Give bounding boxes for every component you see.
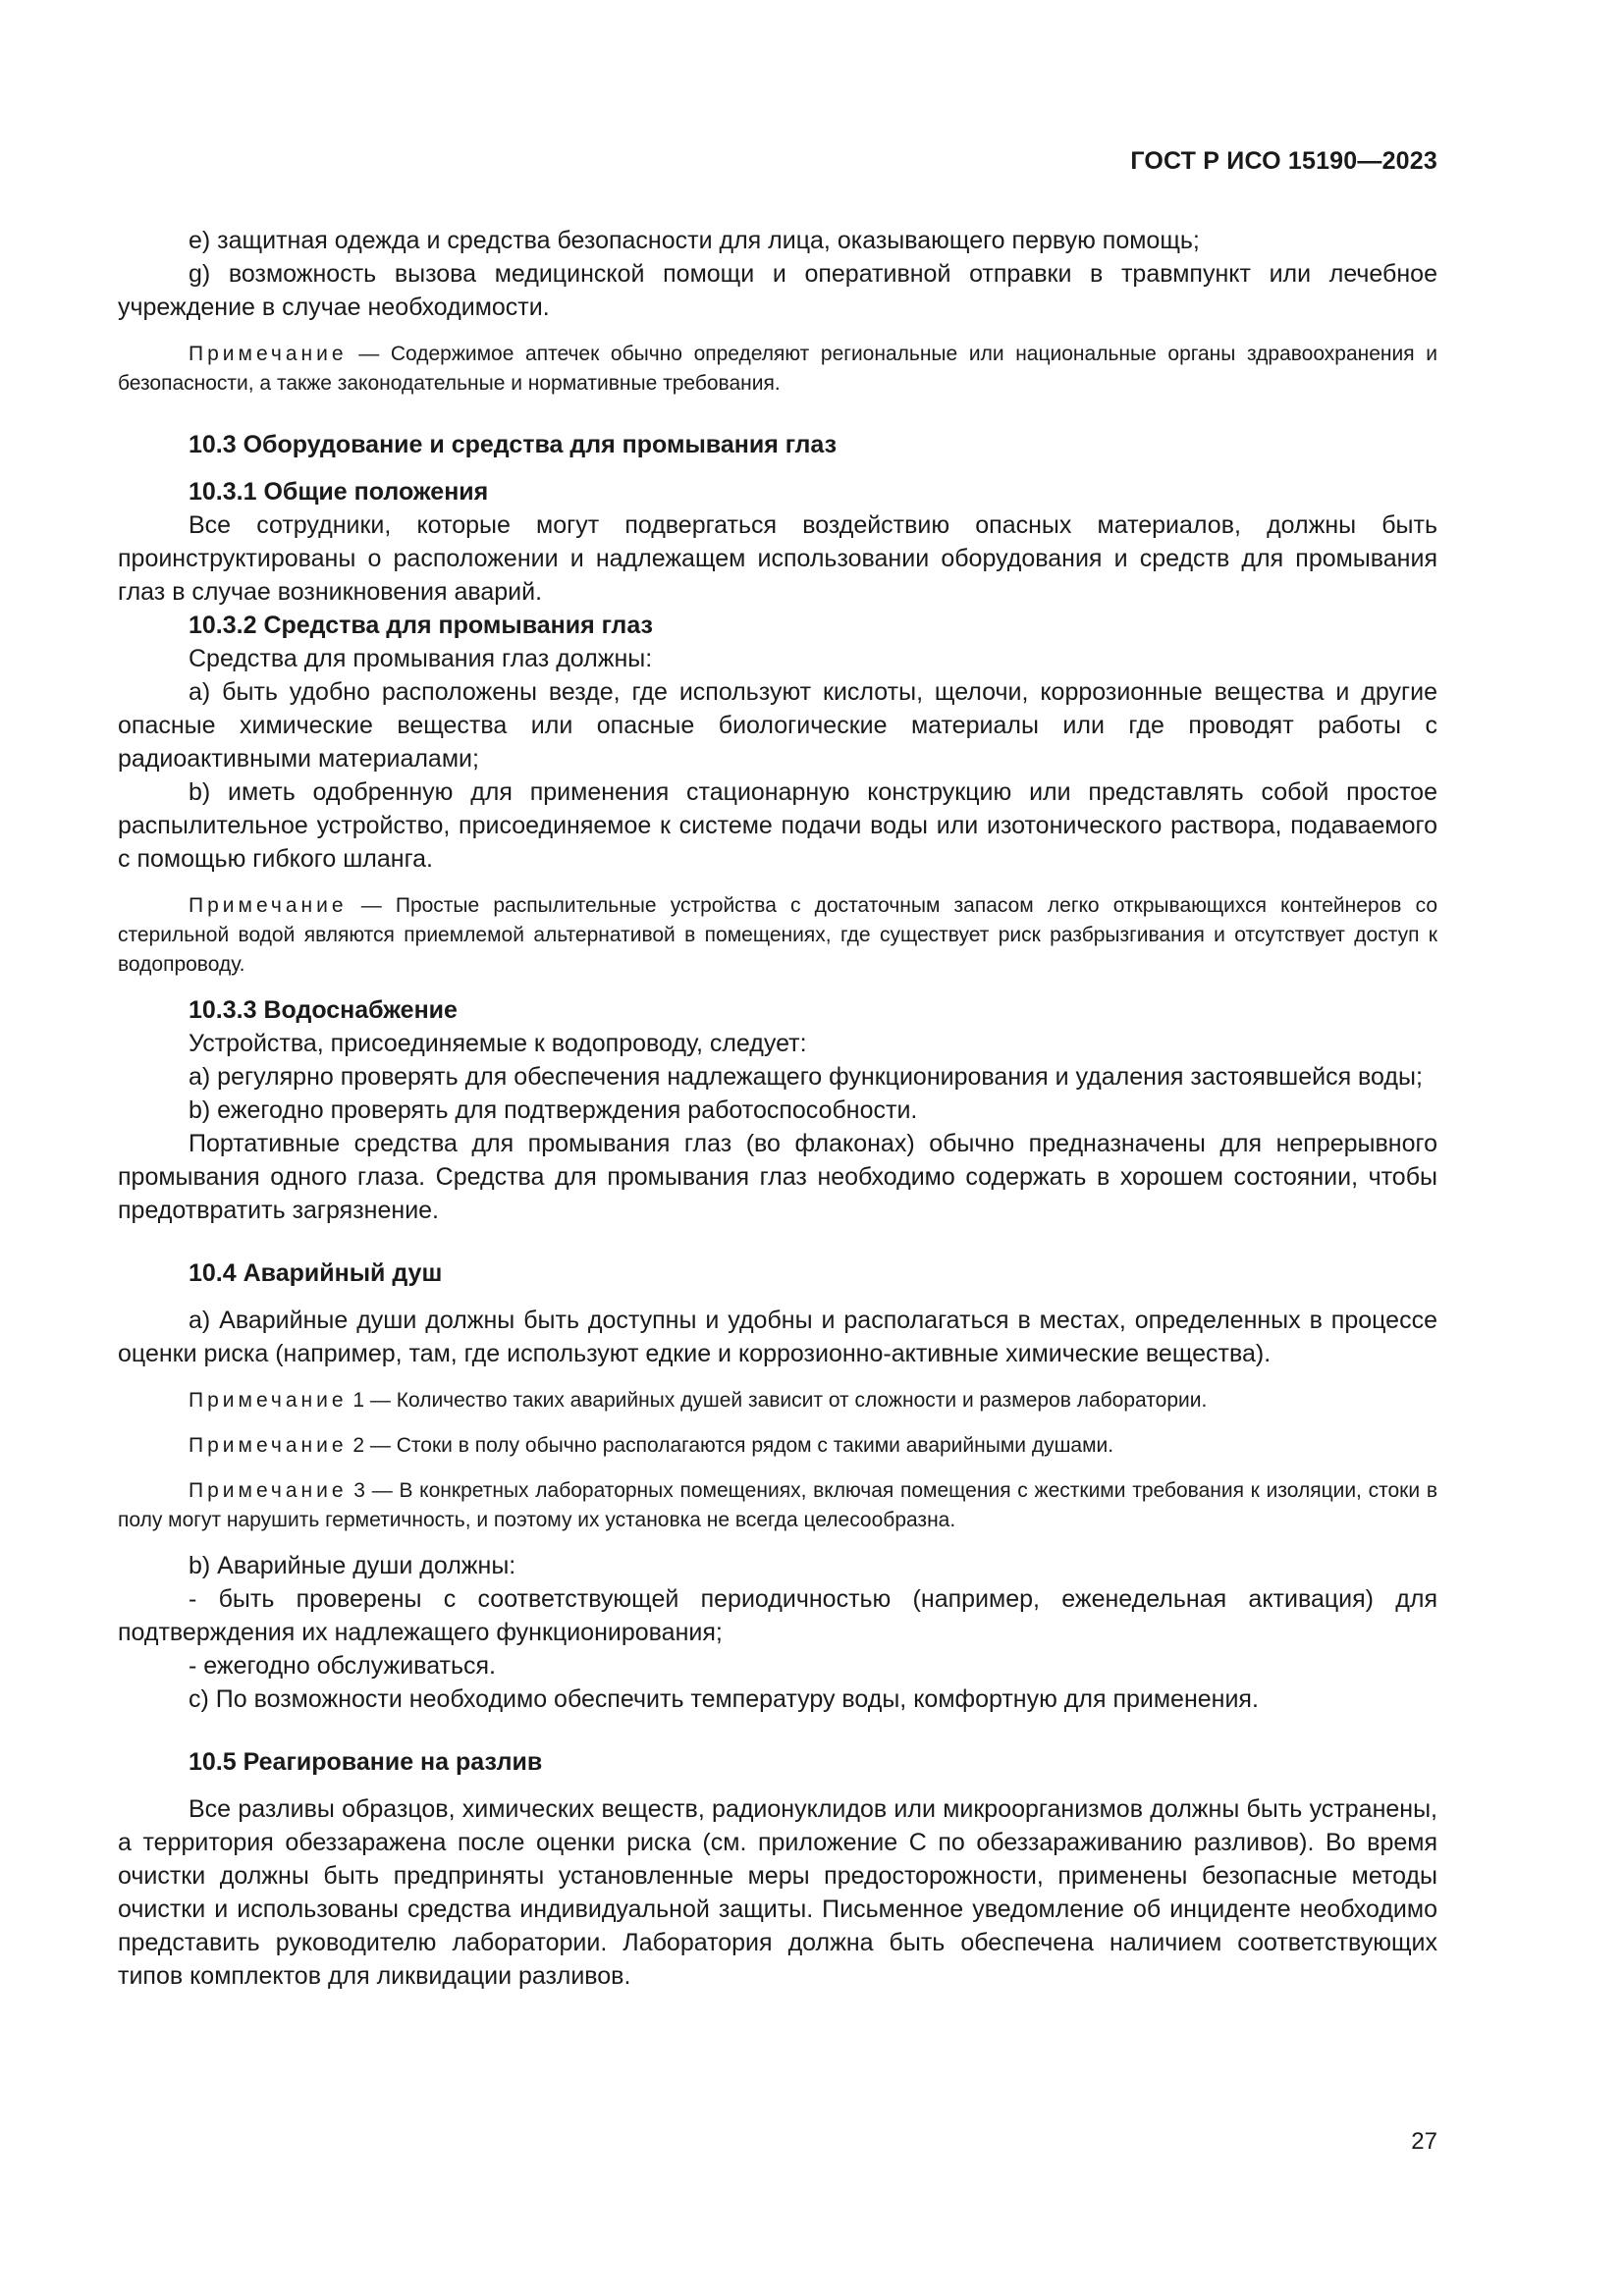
note-text: 3 — В конкретных лабораторных помещениях, включая помещения с жесткими требования к изоляции, стоки в полу могут нарушить герметичность, и поэтому их установка не всегда целесообразна. — [118, 1479, 1437, 1531]
section-heading-10-4: 10.4 Аварийный душ — [189, 1259, 443, 1287]
page-number: 27 — [1411, 2128, 1437, 2155]
section-heading-10-3-1: 10.3.1 Общие положения — [189, 478, 489, 506]
note-lead: Примечание — [189, 343, 348, 365]
note-first-aid — [118, 340, 1437, 399]
paragraph-10-3-1: Все сотрудники, которые могут подвергаться воздействию опасных материалов, должны быть проинструктированы о расположении и надлежащем использовании оборудования и средств для промывания глаз в случае возникновения аварий. — [118, 511, 1437, 606]
list-item-10-3-2-b: b) иметь одобренную для применения стационарную конструкцию или представлять собой простое распылительное устройство, присоединяемое к системе подачи воды или изотонического раствора, подаваемого с помощью гибкого шланга. — [118, 778, 1437, 873]
note-lead: Примечание — [189, 1434, 348, 1457]
list-item-10-3-3-a: а) регулярно проверять для обеспечения надлежащего функционирования и удаления застоявшейся воды; — [189, 1063, 1423, 1091]
list-item-10-4-b2: - ежегодно обслуживаться. — [189, 1652, 497, 1680]
paragraph-10-3-3: Портативные средства для промывания глаз (во флаконах) обычно предназначены для непрерывного промывания одного глаза. Средства для промывания глаз необходимо содержать в хорошем состоянии, чтобы предотвратить загрязнение. — [118, 1130, 1437, 1224]
list-item-10-4-b: b) Аварийные души должны: — [189, 1552, 516, 1579]
note-text: 2 — Стоки в полу обычно располагаются рядом с такими аварийными душами. — [347, 1434, 1114, 1457]
list-item-10-3-3-b: b) ежегодно проверять для подтверждения работоспособности. — [189, 1096, 918, 1124]
document-body — [118, 224, 1437, 1993]
note-text: 1 — Количество таких аварийных душей зависит от сложности и размеров лаборатории. — [347, 1389, 1208, 1412]
note-text: — Содержимое аптечек обычно определяют региональные или национальные органы здравоохранения и безопасности, а также законодательные и нормативные требования. — [118, 343, 1437, 395]
note-10-4-1 — [118, 1386, 1437, 1415]
note-lead: Примечание — [189, 1479, 348, 1502]
section-heading-10-5: 10.5 Реагирование на разлив — [189, 1748, 543, 1776]
section-heading-10-3-2: 10.3.2 Средства для промывания глаз — [189, 612, 653, 639]
note-text: — Простые распылительные устройства с достаточным запасом легко открывающихся контейнеров со стерильной водой являются приемлемой альтернативой в помещениях, где существует риск разбрызгивания и отсутствует доступ к водопроводу. — [118, 894, 1437, 976]
list-item-e: е) защитная одежда и средства безопасности для лица, оказывающего первую помощь; — [189, 227, 1200, 254]
list-item-g: g) возможность вызова медицинской помощи и оперативной отправки в травмпункт или лечебное учреждение в случае необходимости. — [118, 260, 1437, 321]
paragraph-10-5: Все разливы образцов, химических веществ, радионуклидов или микроорганизмов должны быть устранены, а территория обеззаражена после оценки риска (см. приложение С по обеззараживанию разливов). Во время очистки должны быть предприняты установленные меры предосторожности, применены безопасные методы очистки и использованы средства индивидуальной защиты. Письменное уведомление об инциденте необходимо представить руководителю лаборатории. Лаборатория должна быть обеспечена наличием соответствующих типов комплектов для ликвидации разливов. — [118, 1795, 1437, 1990]
note-10-4-3 — [118, 1476, 1437, 1535]
list-item-10-3-2-a: а) быть удобно расположены везде, где используют кислоты, щелочи, коррозионные вещества и другие опасные химические вещества или опасные биологические материалы или где проводят работы с радиоактивными материалами; — [118, 678, 1437, 773]
note-lead: Примечание — [189, 894, 348, 917]
note-10-3-2 — [118, 891, 1437, 980]
list-item-10-4-c: с) По возможности необходимо обеспечить температуру воды, комфортную для применения. — [189, 1685, 1259, 1713]
list-item-10-4-b1: - быть проверены с соответствующей периодичностью (например, еженедельная активация) для подтверждения их надлежащего функционирования; — [118, 1585, 1437, 1646]
document-header: ГОСТ Р ИСО 15190—2023 — [1130, 147, 1437, 175]
note-lead: Примечание — [189, 1389, 348, 1412]
paragraph-10-3-3-intro: Устройства, присоединяемые к водопроводу, следует: — [189, 1030, 807, 1057]
paragraph-10-3-2-intro: Средства для промывания глаз должны: — [189, 645, 653, 672]
list-item-10-4-a: а) Аварийные души должны быть доступны и удобны и располагаться в местах, определенных в процессе оценки риска (например, там, где используют едкие и коррозионно-активные химические вещества). — [118, 1307, 1437, 1367]
section-heading-10-3: 10.3 Оборудование и средства для промывания глаз — [189, 431, 838, 458]
section-heading-10-3-3: 10.3.3 Водоснабжение — [189, 996, 458, 1024]
note-10-4-2 — [118, 1431, 1437, 1461]
